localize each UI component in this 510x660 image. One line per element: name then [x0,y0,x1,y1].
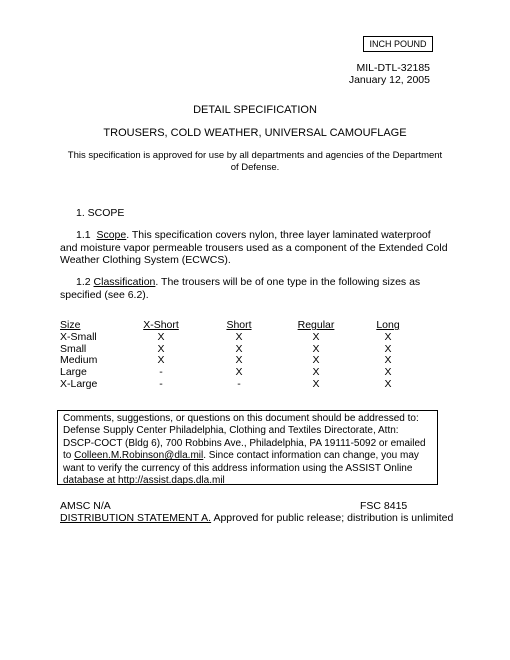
table-cell: X [157,330,165,343]
distribution-statement [60,512,453,524]
paragraph-1-1 [60,229,450,267]
table-cell: X [235,342,243,355]
table-cell: X [384,342,392,355]
table-cell: X [384,366,392,379]
paragraph-1-2 [60,276,450,301]
header-short: Short [226,319,252,331]
size-cell: X-Small [60,330,97,343]
distribution-statement-label: DISTRIBUTION STATEMENT A. [60,512,212,524]
table-cell: X [235,330,243,343]
table-cell: X [235,354,243,367]
header-x-short: X-Short [143,319,179,331]
table-row [60,355,428,367]
document-date: January 12, 2005 [348,74,430,86]
header-long: Long [376,319,400,331]
table-cell: X [312,366,320,379]
table-row [60,332,428,344]
table-cell: X [312,377,320,390]
table-cell: X [157,354,165,367]
table-cell: - [159,366,163,379]
size-cell: Medium [60,354,98,367]
comments-text-before: Comments, suggestions, or questions on this document should be addressed to: Defense Supply Center Philadelphia, Clothing and Textiles Directorate, Attn: DSCP-COCT (Bldg 6), 700 Robbins Ave., Philadelphia, PA 19111-5092 or emailed to [63,413,426,462]
size-table [60,320,428,391]
spec-type-title: DETAIL SPECIFICATION [193,104,317,116]
paragraph-1-1-number: 1.1 [76,229,91,241]
paragraph-1-1-title: Scope [96,229,127,241]
amsc-label: AMSC N/A [60,500,111,512]
size-cell: Large [60,366,87,379]
table-row [60,379,428,391]
fsc-label: FSC 8415 [360,500,408,512]
table-cell: X [157,342,165,355]
comments-box [57,410,438,485]
contact-email-link[interactable]: Colleen.M.Robinson@dla.mil [74,450,204,462]
table-cell: X [384,354,392,367]
table-cell: X [312,330,320,343]
size-cell: Small [60,342,87,355]
table-cell: - [159,377,163,390]
table-cell: - [237,377,241,390]
table-cell: X [312,342,320,355]
size-table-header-row [60,320,428,332]
spec-name-title: TROUSERS, COLD WEATHER, UNIVERSAL CAMOUFLAGE [103,127,407,139]
approval-statement: This specification is approved for use by all departments and agencies of the Department of Defense. [67,150,443,173]
table-cell: X [235,366,243,379]
paragraph-1-1-text: . This specification covers nylon, three layer laminated waterproof and moisture vapor permeable trousers used as a component of the Extended Cold Weather Clothing System (ECWCS). [60,229,448,266]
table-cell: X [384,377,392,390]
document-identifier [349,62,430,86]
table-row [60,344,428,356]
inch-pound-box: INCH POUND [363,36,433,52]
table-cell: X [384,330,392,343]
header-regular: Regular [297,319,335,331]
table-cell: X [312,354,320,367]
paragraph-1-2-text: . The trousers will be of one type in the following sizes as specified (see 6.2). [60,276,421,301]
table-row [60,367,428,379]
header-size: Size [60,319,81,331]
comments-text-after: . Since contact information can change, you may want to verify the currency of this address information using the ASSIST Online database at http://assist.daps.dla.mil [63,450,419,487]
paragraph-1-2-number: 1.2 [76,276,91,288]
document-number: MIL-DTL-32185 [356,62,430,74]
paragraph-1-2-title: Classification [93,276,156,288]
distribution-statement-text: Approved for public release; distribution is unlimited [211,512,454,524]
size-cell: X-Large [60,377,98,390]
scope-heading: 1. SCOPE [76,207,125,219]
